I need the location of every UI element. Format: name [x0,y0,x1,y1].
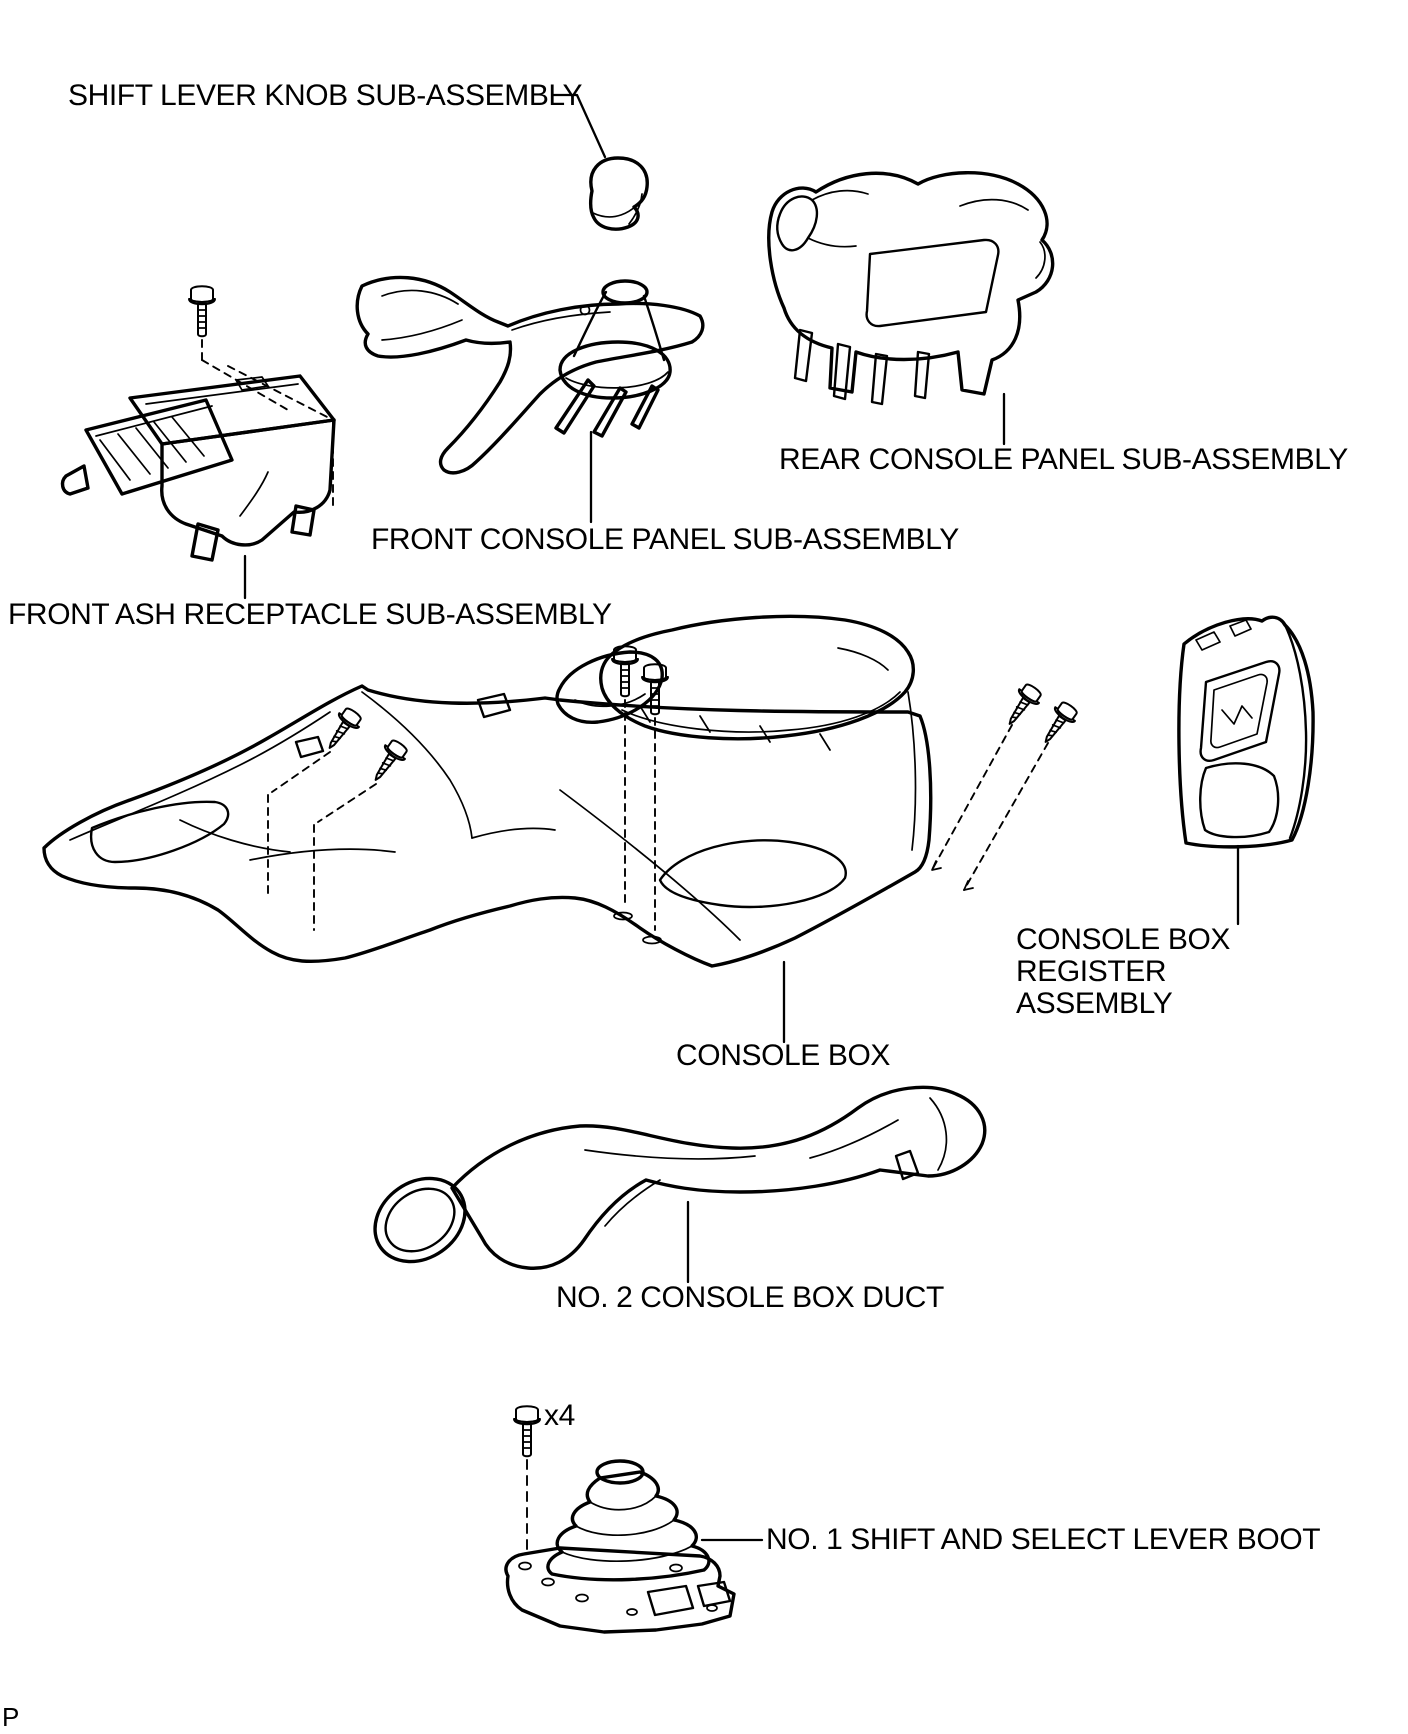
screw-icon [1036,699,1081,749]
label-console-box-register [1016,924,1346,1020]
shift-lever-boot-drawing [506,1406,762,1632]
label-console-box: CONSOLE BOX [676,1039,890,1072]
shift-lever-knob-drawing [553,95,647,229]
screw-icon [366,737,411,787]
label-front-ash-receptacle: FRONT ASH RECEPTACLE SUB-ASSEMBLY [8,598,612,631]
label-console-box-register-line2: ASSEMBLY [1016,987,1173,1020]
screw-icon [320,705,365,755]
rear-console-panel-drawing [769,173,1053,444]
front-ash-receptacle-drawing [63,286,334,598]
label-bolt-count: x4 [544,1399,575,1432]
console-box-duct-drawing [359,1087,985,1282]
label-console-box-register-line1: CONSOLE BOX REGISTER [1016,923,1230,988]
page-marker: P [2,1702,20,1732]
bolt-icon [514,1406,540,1456]
label-console-box-duct: NO. 2 CONSOLE BOX DUCT [556,1281,944,1314]
console-box-register-drawing [1179,617,1313,924]
label-front-console-panel: FRONT CONSOLE PANEL SUB-ASSEMBLY [371,523,959,556]
front-console-panel-drawing [357,277,703,522]
label-shift-lever-knob: SHIFT LEVER KNOB SUB-ASSEMBLY [68,79,583,112]
label-rear-console-panel: REAR CONSOLE PANEL SUB-ASSEMBLY [779,443,1348,476]
label-shift-select-lever-boot: NO. 1 SHIFT AND SELECT LEVER BOOT [766,1523,1321,1556]
screw-icon [1000,681,1045,731]
console-box-drawing [44,616,1081,1042]
bolt-icon [189,286,215,336]
